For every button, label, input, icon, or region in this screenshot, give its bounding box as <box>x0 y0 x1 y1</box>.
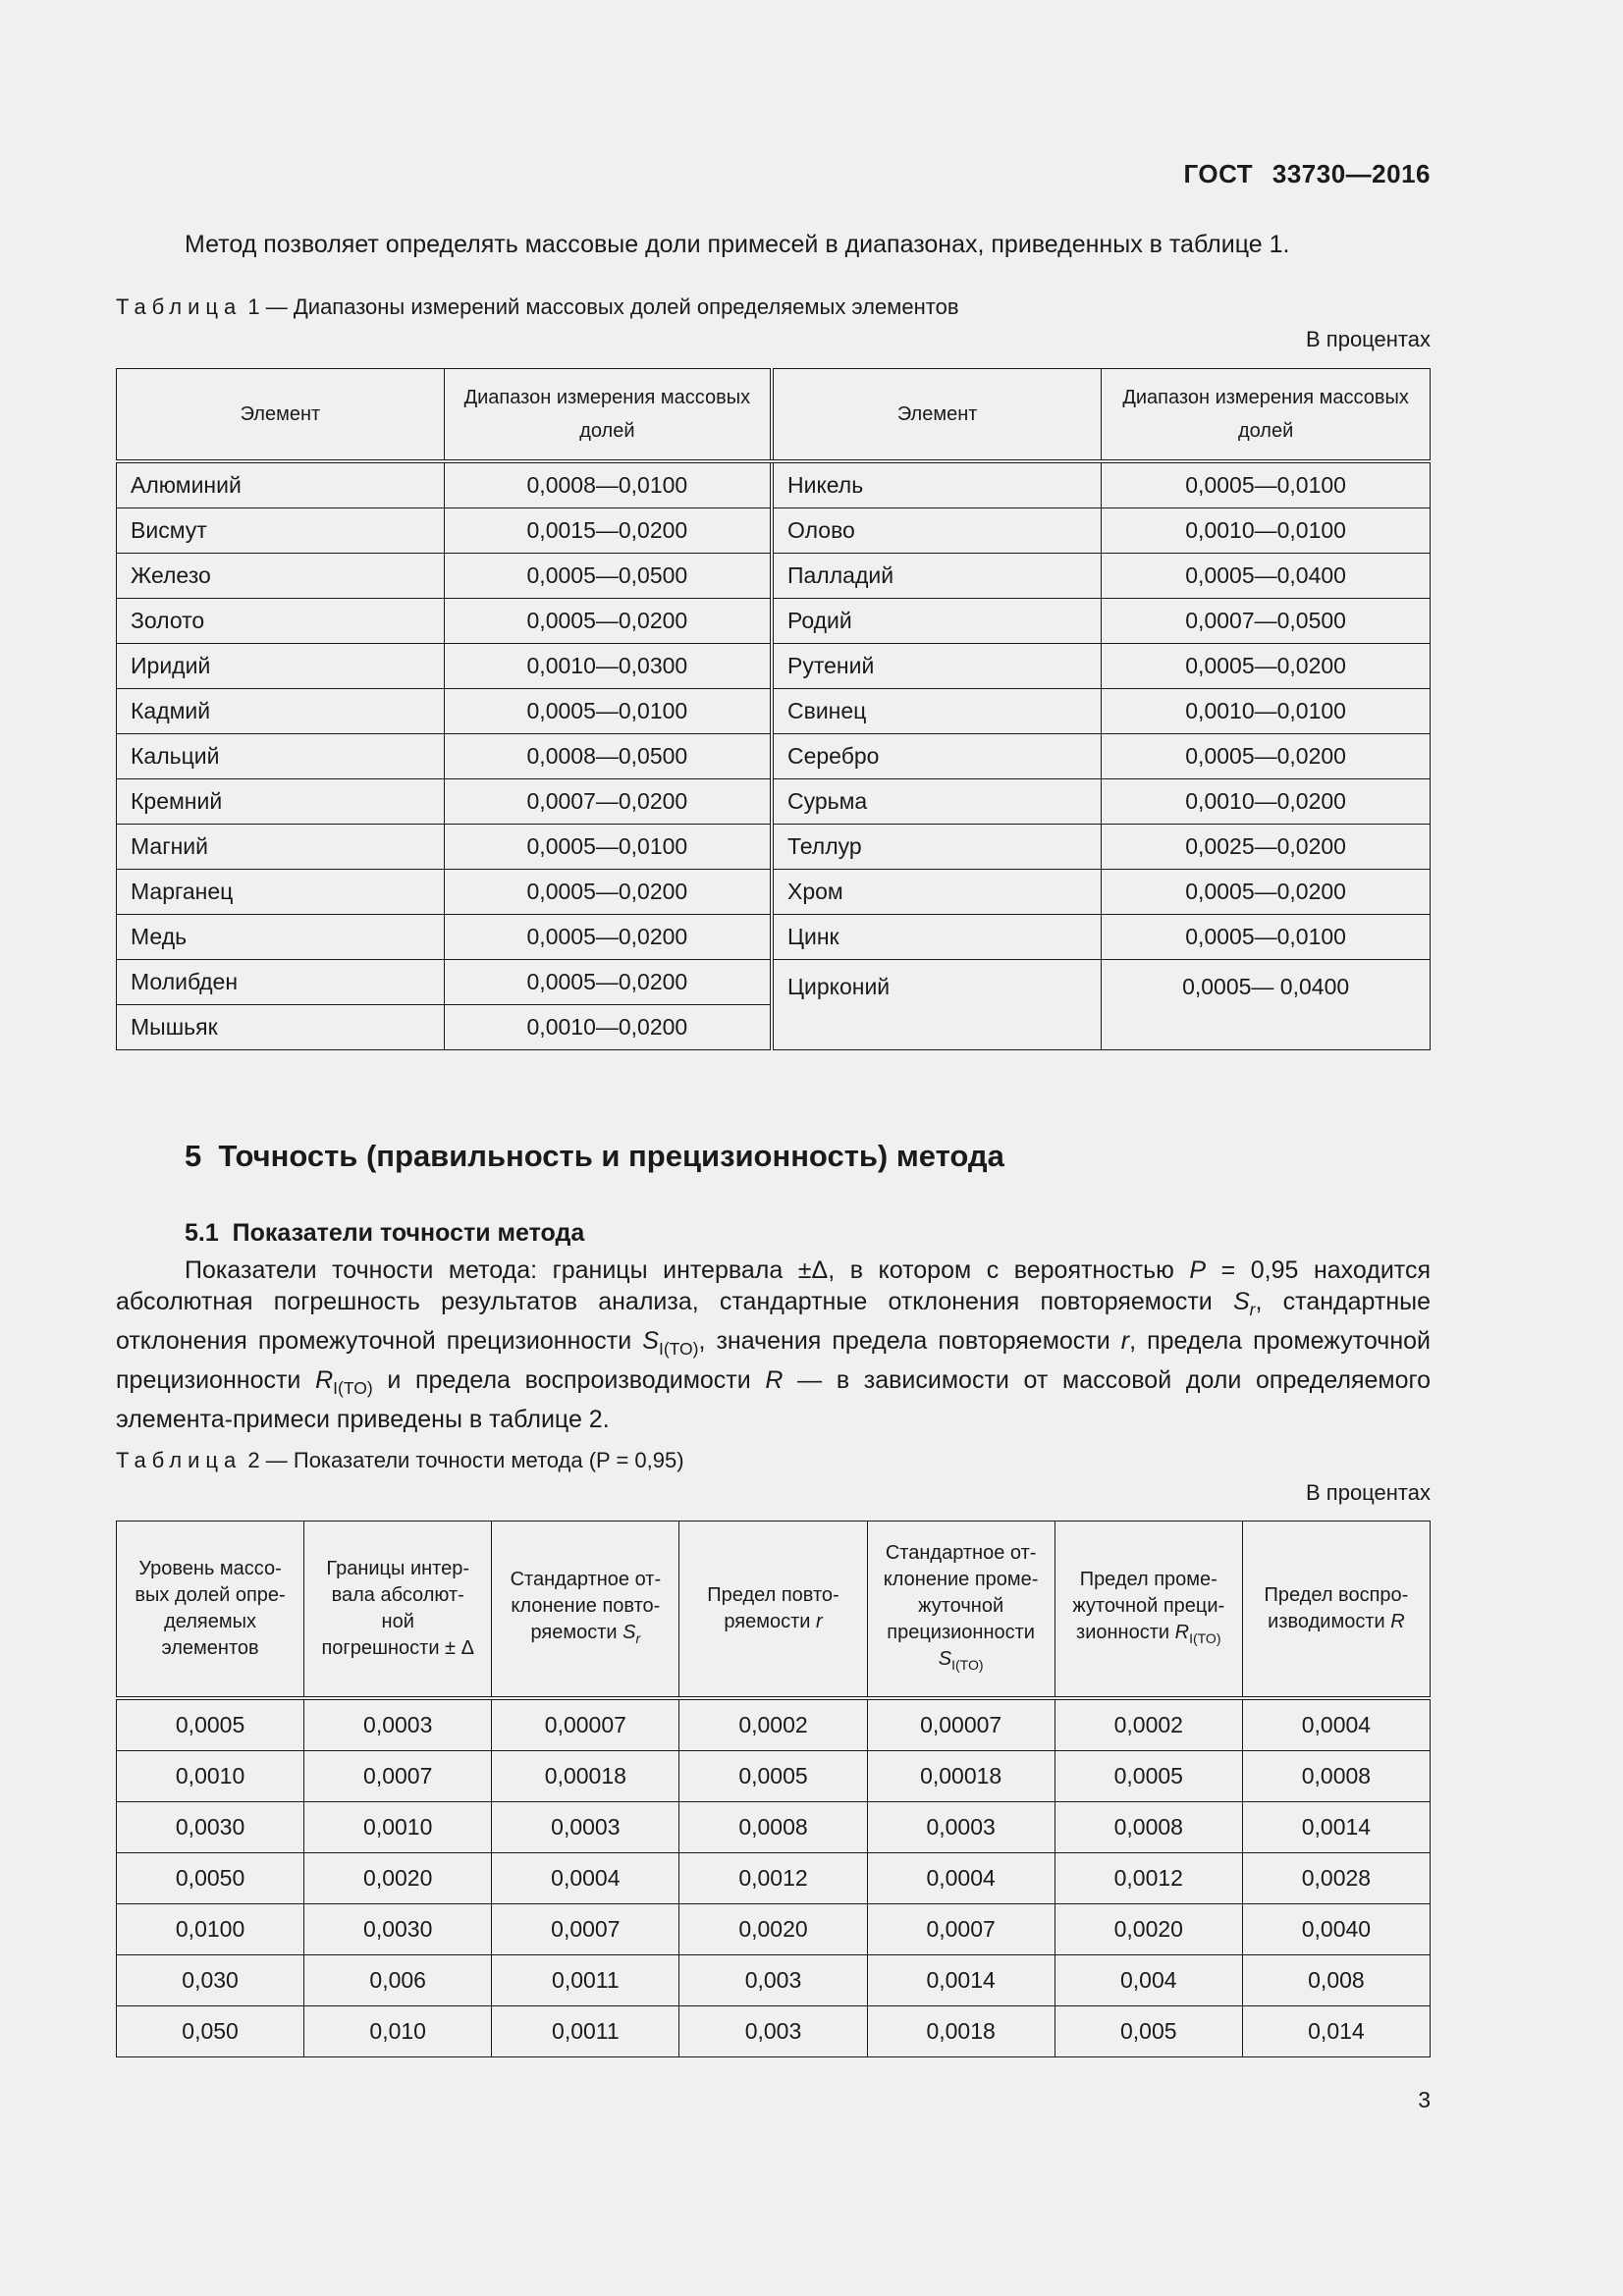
table-cell: 0,0050 <box>117 1853 304 1904</box>
table-cell: 0,0004 <box>1242 1698 1430 1751</box>
element-name: Магний <box>117 825 445 870</box>
table-row <box>117 2006 1431 2057</box>
table-cell: 0,004 <box>1055 1955 1242 2006</box>
range-value: 0,0005—0,0200 <box>1102 734 1431 779</box>
table-cell: 0,0012 <box>679 1853 867 1904</box>
range-value: 0,0005—0,0100 <box>444 689 772 734</box>
range-value: 0,0005—0,0200 <box>444 960 772 1005</box>
page-number: 3 <box>1418 2087 1431 2112</box>
table-cell: 0,0012 <box>1055 1853 1242 1904</box>
element-name: Висмут <box>117 508 445 554</box>
range-value: 0,0005—0,0200 <box>444 915 772 960</box>
table2-accuracy-indicators <box>116 1521 1431 2057</box>
table-row <box>117 554 1431 599</box>
table1-measurement-ranges <box>116 368 1431 1050</box>
header-mass-fraction-level: Уровень массо- вых долей опре- деляемых элементов <box>117 1522 304 1699</box>
table-row <box>117 508 1431 554</box>
table-cell: 0,0020 <box>304 1853 492 1904</box>
table-row <box>117 1698 1431 1751</box>
element-name: Кальций <box>117 734 445 779</box>
element-name: Родий <box>772 599 1102 644</box>
table-row <box>117 1751 1431 1802</box>
table-row <box>117 689 1431 734</box>
table-cell: 0,0005 <box>679 1751 867 1802</box>
table1-header-element: Элемент <box>117 369 445 462</box>
element-name: Молибден <box>117 960 445 1005</box>
table-row <box>117 1802 1431 1853</box>
table-cell: 0,003 <box>679 1955 867 2006</box>
table-cell: 0,0005 <box>117 1698 304 1751</box>
table-cell: 0,014 <box>1242 2006 1430 2057</box>
element-name: Железо <box>117 554 445 599</box>
table-cell: 0,010 <box>304 2006 492 2057</box>
table-cell: 0,0100 <box>117 1904 304 1955</box>
range-value: 0,0005—0,0200 <box>1102 644 1431 689</box>
range-value: 0,0005—0,0400 <box>1102 554 1431 599</box>
table-row <box>117 870 1431 915</box>
table-cell: 0,0004 <box>492 1853 679 1904</box>
table1-caption-number: 1 <box>247 294 260 319</box>
range-value: 0,0005—0,0200 <box>444 599 772 644</box>
table-cell: 0,0020 <box>679 1904 867 1955</box>
element-name: Олово <box>772 508 1102 554</box>
header-abs-error-bounds: Границы интер- вала абсолют- ной погрешности ± Δ <box>304 1522 492 1699</box>
element-name: Никель <box>772 461 1102 508</box>
table-cell: 0,0030 <box>304 1904 492 1955</box>
element-name: Сурьма <box>772 779 1102 825</box>
table2-caption <box>116 1448 684 1473</box>
header-repeatability-sd: Стандартное от- клонение повто- ряемости $S_r$ <box>492 1522 679 1699</box>
table-row <box>117 825 1431 870</box>
element-name: Свинец <box>772 689 1102 734</box>
table1-units: В процентах <box>1306 327 1431 351</box>
range-value: 0,0005— 0,0400 <box>1102 960 1431 1050</box>
range-value: 0,0010—0,0100 <box>1102 689 1431 734</box>
table-cell: 0,0002 <box>1055 1698 1242 1751</box>
table-cell: 0,006 <box>304 1955 492 2006</box>
table-cell: 0,0003 <box>492 1802 679 1853</box>
range-value: 0,0008—0,0100 <box>444 461 772 508</box>
table-cell: 0,00007 <box>492 1698 679 1751</box>
element-name: Рутений <box>772 644 1102 689</box>
table-cell: 0,0008 <box>679 1802 867 1853</box>
table-cell: 0,0040 <box>1242 1904 1430 1955</box>
table2-units: В процентах <box>1306 1480 1431 1505</box>
table-cell: 0,0007 <box>492 1904 679 1955</box>
table1-header-element: Элемент <box>772 369 1102 462</box>
table-row <box>117 599 1431 644</box>
table-row <box>117 1904 1431 1955</box>
table-row <box>117 734 1431 779</box>
header-intermediate-precision-sd: Стандартное от- клонение проме- жуточной прецизионности $S_{I(TO)}$ <box>867 1522 1055 1699</box>
table-cell: 0,003 <box>679 2006 867 2057</box>
header-repeatability-limit: Предел повто- ряемости r <box>679 1522 867 1699</box>
element-name: Серебро <box>772 734 1102 779</box>
element-name: Хром <box>772 870 1102 915</box>
element-name: Мышьяк <box>117 1005 445 1050</box>
table-cell: 0,0008 <box>1242 1751 1430 1802</box>
element-name: Медь <box>117 915 445 960</box>
table1-caption <box>116 294 959 320</box>
table-row <box>117 644 1431 689</box>
table-cell: 0,0007 <box>304 1751 492 1802</box>
table-cell: 0,0028 <box>1242 1853 1430 1904</box>
table2-caption-prefix: Таблица <box>116 1448 243 1472</box>
table-cell: 0,0014 <box>1242 1802 1430 1853</box>
table1-caption-prefix: Таблица <box>116 294 243 319</box>
section-5-heading: 5 Точность (правильность и прецизионность) метода <box>185 1139 1004 1173</box>
table2-caption-text: — Показатели точности метода (P = 0,95) <box>265 1448 684 1472</box>
range-value: 0,0005—0,0500 <box>444 554 772 599</box>
intro-paragraph: Метод позволяет определять массовые доли примесей в диапазонах, приведенных в таблице 1. <box>185 231 1290 258</box>
range-value: 0,0005—0,0100 <box>1102 461 1431 508</box>
table-cell: 0,00018 <box>492 1751 679 1802</box>
table1-header-row <box>117 369 1431 462</box>
range-value: 0,0005—0,0200 <box>1102 870 1431 915</box>
table2-caption-number: 2 <box>247 1448 260 1472</box>
table-cell: 0,0004 <box>867 1853 1055 1904</box>
section-5-1-paragraph: Показатели точности метода: границы интервала ±Δ, в котором с вероятностью P = 0,95 находится абсолютная погрешность результатов анализа, стандартные отклонения повторяемости $S_r$, стандартные отклонения промежуточной прецизионности $S_{I(TO)}$, значения предела повторяемости r, предела промежуточной прецизионности $R_{I(TO)}$ и предела воспроизводимости R — в зависимости от массовой доли определяемого элемента-примеси приведены в таблице 2. <box>116 1256 1432 1433</box>
table2-header-row <box>117 1522 1431 1699</box>
element-name: Теллур <box>772 825 1102 870</box>
table-cell: 0,005 <box>1055 2006 1242 2057</box>
table-cell: 0,0003 <box>867 1802 1055 1853</box>
element-name: Марганец <box>117 870 445 915</box>
section-5-1-heading: 5.1 Показатели точности метода <box>185 1219 585 1247</box>
table-cell: 0,0010 <box>304 1802 492 1853</box>
table-cell: 0,0005 <box>1055 1751 1242 1802</box>
table1-header-range: Диапазон измерения массовых долей <box>444 369 772 462</box>
table-cell: 0,0014 <box>867 1955 1055 2006</box>
table1-caption-text: — Диапазоны измерений массовых долей определяемых элементов <box>265 294 959 319</box>
table-cell: 0,0020 <box>1055 1904 1242 1955</box>
range-value: 0,0005—0,0100 <box>1102 915 1431 960</box>
table-cell: 0,0018 <box>867 2006 1055 2057</box>
element-name: Цирконий <box>772 960 1102 1050</box>
table-row <box>117 960 1431 1005</box>
range-value: 0,0010—0,0100 <box>1102 508 1431 554</box>
range-value: 0,0010—0,0200 <box>1102 779 1431 825</box>
range-value: 0,0010—0,0300 <box>444 644 772 689</box>
table-cell: 0,0011 <box>492 1955 679 2006</box>
element-name: Кадмий <box>117 689 445 734</box>
element-name: Алюминий <box>117 461 445 508</box>
table-cell: 0,0011 <box>492 2006 679 2057</box>
header-reproducibility-limit: Предел воспро- изводимости R <box>1242 1522 1430 1699</box>
table-cell: 0,0002 <box>679 1698 867 1751</box>
table-cell: 0,030 <box>117 1955 304 2006</box>
table-row <box>117 1955 1431 2006</box>
range-value: 0,0010—0,0200 <box>444 1005 772 1050</box>
range-value: 0,0025—0,0200 <box>1102 825 1431 870</box>
table-cell: 0,008 <box>1242 1955 1430 2006</box>
table-cell: 0,00018 <box>867 1751 1055 1802</box>
table-cell: 0,0010 <box>117 1751 304 1802</box>
table-cell: 0,00007 <box>867 1698 1055 1751</box>
element-name: Кремний <box>117 779 445 825</box>
element-name: Цинк <box>772 915 1102 960</box>
table-cell: 0,0008 <box>1055 1802 1242 1853</box>
table-cell: 0,0003 <box>304 1698 492 1751</box>
range-value: 0,0007—0,0200 <box>444 779 772 825</box>
table1-header-range: Диапазон измерения массовых долей <box>1102 369 1431 462</box>
element-name: Золото <box>117 599 445 644</box>
table-cell: 0,0030 <box>117 1802 304 1853</box>
table-row <box>117 461 1431 508</box>
range-value: 0,0007—0,0500 <box>1102 599 1431 644</box>
table-cell: 0,0007 <box>867 1904 1055 1955</box>
table-row <box>117 915 1431 960</box>
header-intermediate-precision-limit: Предел проме- жуточной преци- зионности $R_{I(TO)}$ <box>1055 1522 1242 1699</box>
document-id: ГОСТ 33730—2016 <box>1183 159 1431 188</box>
range-value: 0,0015—0,0200 <box>444 508 772 554</box>
element-name: Палладий <box>772 554 1102 599</box>
range-value: 0,0008—0,0500 <box>444 734 772 779</box>
table-cell: 0,050 <box>117 2006 304 2057</box>
range-value: 0,0005—0,0100 <box>444 825 772 870</box>
table-row <box>117 1853 1431 1904</box>
table-row <box>117 779 1431 825</box>
element-name: Иридий <box>117 644 445 689</box>
range-value: 0,0005—0,0200 <box>444 870 772 915</box>
